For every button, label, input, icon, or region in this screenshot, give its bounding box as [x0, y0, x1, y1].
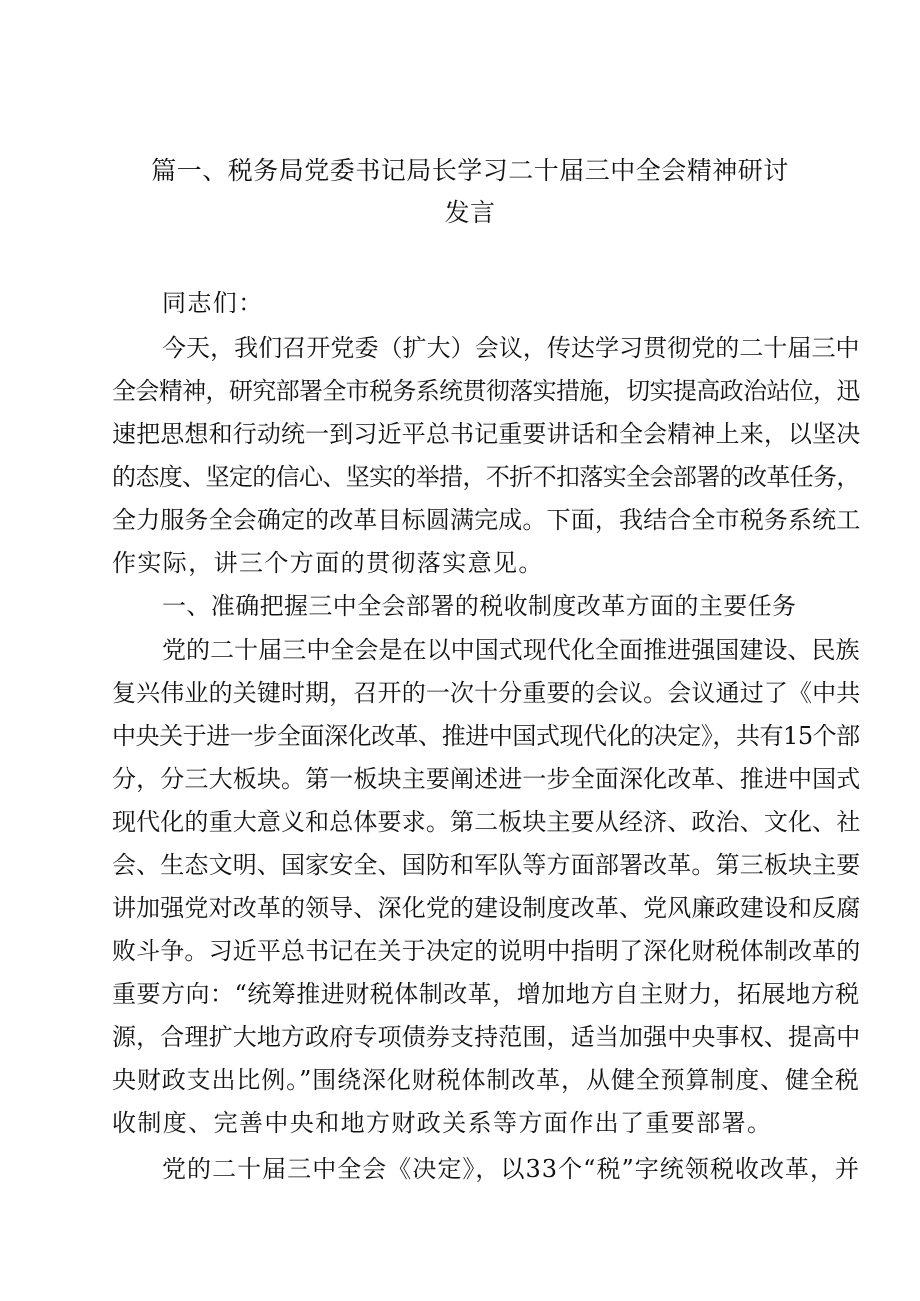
paragraph-line: 今天，我们召开党委（扩大）会议，传达学习贯彻党的二十届三中	[162, 334, 860, 362]
paragraph-line: 全会精神，研究部署全市税务系统贯彻落实措施，切实提高政治站位，迅	[112, 377, 860, 405]
paragraph-line: 复兴伟业的关键时期，召开的一次十分重要的会议。会议通过了《中共	[112, 679, 861, 707]
paragraph-line: 会、生态文明、国家安全、国防和军队等方面部署改革。第三板块主要	[112, 851, 861, 879]
title-line-1: 篇一、税务局党委书记局长学习二十届三中全会精神研讨	[151, 156, 789, 185]
paragraph-line: 源，合理扩大地方政府专项债券支持范围，适当加强中央事权、提高中	[112, 1023, 861, 1051]
paragraph-line: 收制度、完善中央和地方财政关系等方面作出了重要部署。	[112, 1109, 773, 1137]
paragraph-line: 央财政支出比例。”围绕深化财税体制改革，从健全预算制度、健全税	[112, 1066, 860, 1094]
document-title	[90, 150, 850, 234]
salutation: 同志们：	[162, 289, 264, 317]
paragraph-line: 全力服务全会确定的改革目标圆满完成。下面，我结合全市税务系统工	[112, 506, 861, 534]
paragraph-line: 的态度、坚定的信心、坚实的举措，不折不扣落实全会部署的改革任务，	[112, 463, 860, 491]
paragraph-line: 败斗争。习近平总书记在关于决定的说明中指明了深化财税体制改革的	[112, 937, 861, 965]
paragraph-line: 党的二十届三中全会《决定》，以33个“税”字统领税收改革，并	[162, 1155, 861, 1183]
paragraph-line: 速把思想和行动统一到习近平总书记重要讲话和全会精神上来，以坚决	[112, 420, 861, 448]
paragraph-line: 中央关于进一步全面深化改革、推进中国式现代化的决定》，共有15个部	[112, 722, 860, 750]
paragraph-line: 讲加强党对改革的领导、深化党的建设制度改革、党风廉政建设和反腐	[112, 894, 861, 922]
section-heading-1: 一、准确把握三中全会部署的税收制度改革方面的主要任务	[162, 592, 797, 620]
paragraph-line: 党的二十届三中全会是在以中国式现代化全面推进强国建设、民族	[162, 636, 860, 664]
paragraph-line: 现代化的重大意义和总体要求。第二板块主要从经济、政治、文化、社	[112, 808, 861, 836]
paragraph-line: 作实际，讲三个方面的贯彻落实意见。	[112, 549, 544, 577]
paragraph-line: 重要方向：“统筹推进财税体制改革，增加地方自主财力，拓展地方税	[112, 980, 860, 1008]
title-line-2: 发言	[444, 198, 496, 227]
paragraph-line: 分，分三大板块。第一板块主要阐述进一步全面深化改革、推进中国式	[112, 765, 861, 793]
